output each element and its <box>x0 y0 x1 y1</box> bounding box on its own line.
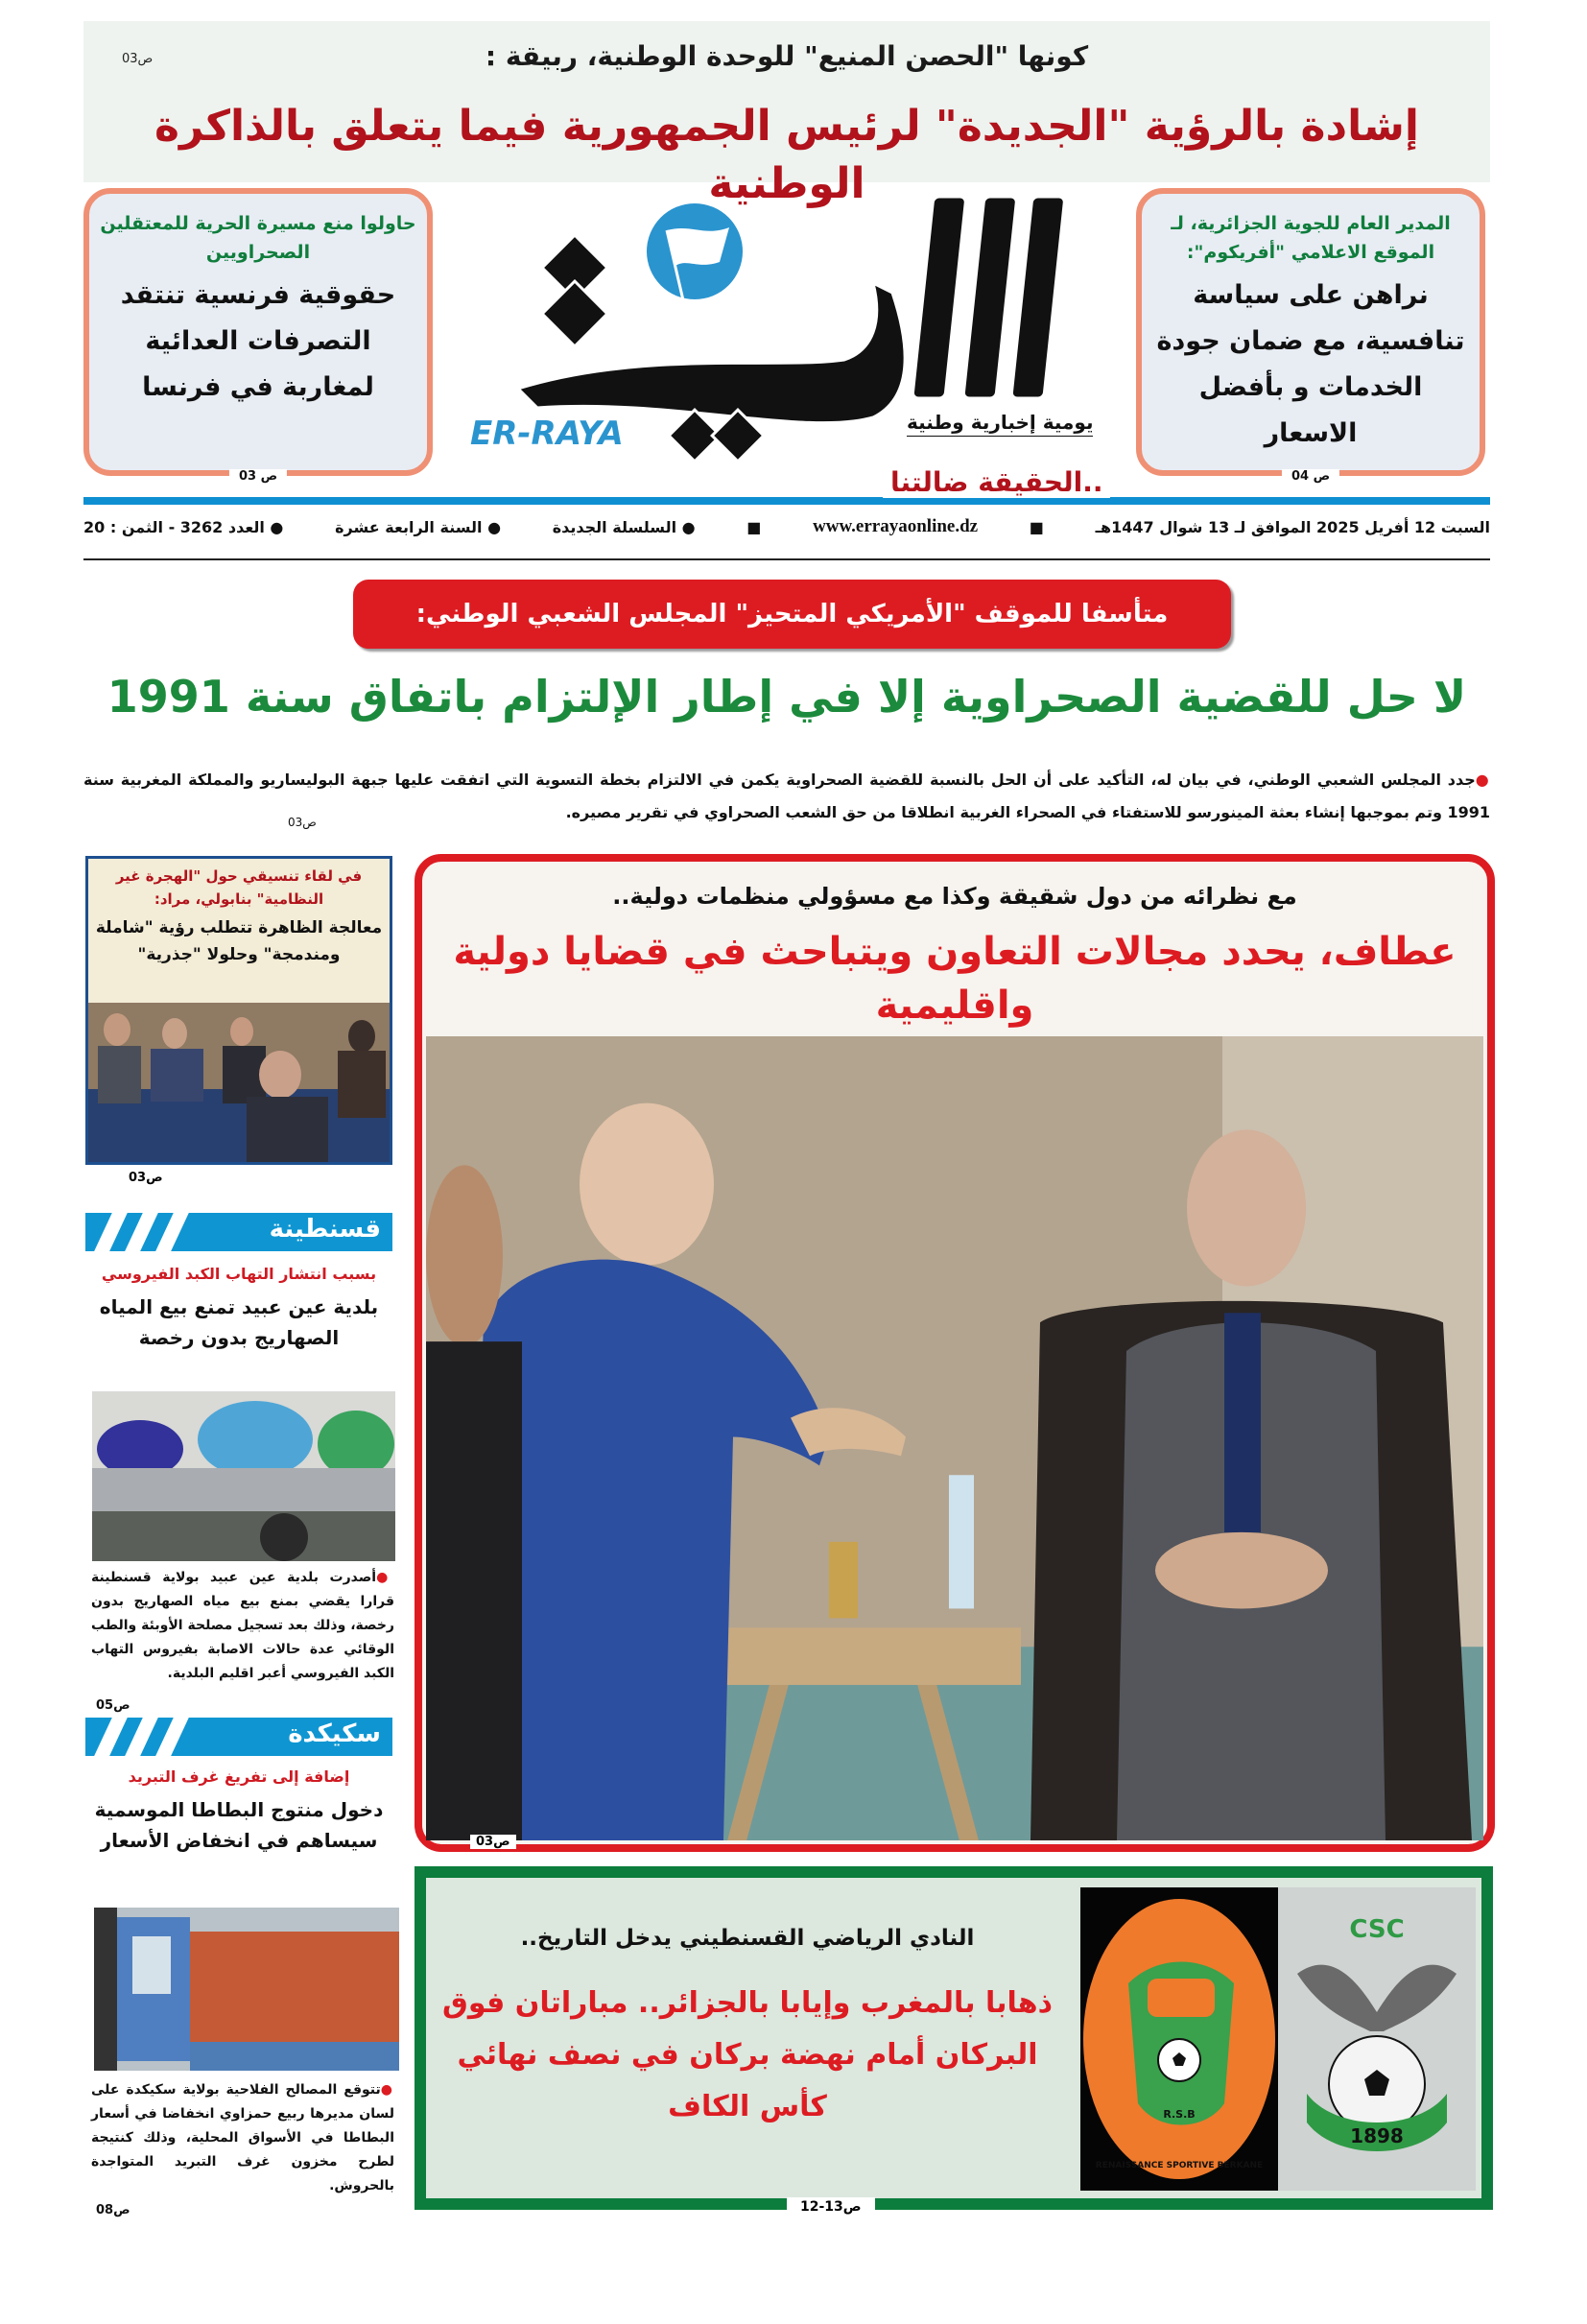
constantine-kicker: بسبب انتشار التهاب الكبد الفيروسي <box>101 1265 377 1283</box>
issue-date: السبت 12 أفريل 2025 الموافق لـ 13 شوال 1447هـ <box>1095 517 1490 536</box>
teaser-kicker: المدير العام للجوية الجزائرية، لـ الموقع الاعلامي "أفريكوم": <box>1171 213 1451 263</box>
masthead-subtitle: يومية إخبارية وطنية <box>907 411 1093 437</box>
csc-logo-text: CSC <box>1349 1915 1405 1944</box>
csc-club-logo <box>1278 1887 1476 2191</box>
lead-kicker: متأسفا للموقف "الأمريكي المتحيز" المجلس الشعبي الوطني: <box>415 600 1169 628</box>
main-story-photo <box>426 1036 1483 1840</box>
issue-price-text: العدد 3262 - الثمن : 20 <box>83 517 265 536</box>
page-reference: ص03 <box>288 816 317 829</box>
migration-kicker: في لقاء تنسيقي حول "الهجرة غير النظامية" بنابولي، مراد: <box>115 867 363 908</box>
teaser-headline[interactable]: حقوقية فرنسية تنتقد التصرفات العدائية لمغاربة في فرنسا <box>120 280 396 402</box>
lead-kicker-pill <box>353 580 1231 649</box>
page-reference: ص03 <box>470 1835 516 1849</box>
lead-body-text: جدد المجلس الشعبي الوطني، في بيان له، التأكيد على أن الحل بالنسبة للقضية الصحراوية يكمن في الالتزام بخطة التسوية التي اتفقت عليها جبهة البوليساريو والمملكة المغربية سنة 1991 وتم بموجبها إنشاء بعثة المينورسو للاستفتاء في الصحراء الغربية انطلاقا من حق الشعب الصحراوي في تقرير مصيره. <box>83 771 1490 821</box>
skikda-headline[interactable]: دخول منتوج البطاطا الموسمية سيساهم في انخفاض الأسعار <box>94 1798 384 1852</box>
stripe-decoration <box>122 1213 160 1251</box>
teaser-box-air-algerie[interactable] <box>1136 188 1485 484</box>
water-tanker-truck-photo <box>92 1391 395 1561</box>
page-reference: ص 04 <box>1282 469 1339 484</box>
teaser-box-french-activist[interactable] <box>83 188 433 484</box>
sport-headline[interactable]: ذهابا بالمغرب وإيابا بالجزائر.. مباراتان فوق البركان أمام نهضة بركان في نصف نهائي كأس الكاف <box>442 1986 1053 2123</box>
rsb-logo-initials: R.S.B <box>1163 2108 1196 2121</box>
main-story-headline[interactable]: عطاف، يحدد مجالات التعاون ويتباحث في قضايا دولية واقليمية <box>453 930 1457 1028</box>
page-reference: ص08 <box>96 2203 130 2217</box>
teaser-headline[interactable]: نراهن على سياسة تنافسية، مع ضمان جودة الخدمات و بأفضل الاسعار <box>1156 280 1465 448</box>
top-banner <box>83 21 1490 208</box>
skikda-kicker: إضافة إلى تفريغ غرف التبريد <box>128 1767 350 1786</box>
rsb-club-logo <box>1080 1887 1278 2191</box>
page-reference: ص03 <box>122 52 154 66</box>
potato-truck-photo <box>94 1908 399 2071</box>
separator-square-icon: ■ <box>746 517 762 536</box>
rsb-logo-text: RENAISSANCE SPORTIVE BERKANE <box>1095 2161 1264 2170</box>
section-label: قسنطينة <box>269 1215 381 1244</box>
stripe-decoration <box>91 1213 130 1251</box>
flag-icon <box>667 227 729 266</box>
stripe-decoration <box>122 1718 160 1756</box>
main-story-frame[interactable] <box>415 854 1495 1852</box>
teaser-kicker: حاولوا منع مسيرة الحرية للمعتقلين الصحراويين <box>100 213 416 263</box>
section-header-constantine[interactable] <box>85 1213 392 1251</box>
separator-square-icon: ■ <box>1029 517 1044 536</box>
stripe-decoration <box>153 1718 191 1756</box>
stripe-decoration <box>91 1718 130 1756</box>
constantine-body-text: أصدرت بلدية عين عبيد بولاية قسنطينة قرارا يقضي بمنع بيع مياه الصهاريج بدون رخصة، وذلك بعد تسجيل مصلحة الأوبئة والطب الوقائي عدة حالات الاصابة بفيروس التهاب الكبد الفيروسي أعبر اقليم البلدية. <box>91 1570 394 1681</box>
series-label: ● السلسلة الجديدة <box>552 517 696 536</box>
constantine-body <box>91 1566 394 1686</box>
constantine-headline[interactable]: بلدية عين عبيد تمنع بيع المياه الصهاريج بدون رخصة <box>99 1295 379 1349</box>
year-text: السنة الرابعة عشرة <box>335 517 483 536</box>
club-logos <box>1080 1887 1476 2191</box>
page-reference: ص 03 <box>229 469 287 484</box>
section-label: سكيكدة <box>288 1719 381 1748</box>
website-link[interactable]: www.errayaonline.dz <box>813 516 979 536</box>
migration-photo <box>88 1003 390 1162</box>
main-story-kicker: مع نظرائه من دول شقيقة وكذا مع مسؤولي منظمات دولية.. <box>612 883 1297 910</box>
series-text: السلسلة الجديدة <box>552 517 677 536</box>
top-banner-headline[interactable]: إشادة بالرؤية "الجديدة" لرئيس الجمهورية فيما يتعلق بالذاكرة الوطنية <box>154 102 1419 208</box>
year-label: ● السنة الرابعة عشرة <box>335 517 502 536</box>
masthead-slogan: ..الحقيقة ضالتنا <box>883 466 1110 498</box>
lead-headline[interactable]: لا حل للقضية الصحراوية إلا في إطار الإلتزام باتفاق سنة 1991 <box>107 671 1467 723</box>
dateline <box>83 516 1490 537</box>
sport-story-box[interactable] <box>415 1866 1493 2210</box>
stripe-decoration <box>153 1213 191 1251</box>
top-banner-kicker: كونها "الحصن المنيع" للوحدة الوطنية، ربيقة : <box>485 40 1089 72</box>
skikda-body-text: تتوقع المصالح الفلاحية بولاية سكيكدة على لسان مديرها ربيع حمزاوي انخفاضا في أسعار البطاطا في الأسواق المحلية، وذلك كنتيجة لطرح مخزون غرف التبريد المتواجدة بالحروش. <box>91 2082 394 2194</box>
bullet-icon: ● <box>376 1570 394 1585</box>
section-header-skikda[interactable] <box>85 1718 392 1756</box>
page-reference: ص13-12 <box>787 2197 875 2217</box>
bullet-icon: ● <box>380 2082 394 2098</box>
sport-kicker: النادي الرياضي القسنطيني يدخل التاريخ.. <box>520 1926 975 1951</box>
issue-price-label: ● العدد 3262 - الثمن : 20 <box>83 517 284 536</box>
page-reference: ص03 <box>125 1171 167 1185</box>
bullet-icon: ● <box>1475 771 1490 789</box>
divider <box>83 558 1490 560</box>
masthead-latin-name: ER-RAYA <box>470 415 624 453</box>
page-reference: ص05 <box>96 1698 130 1713</box>
migration-story-box[interactable] <box>85 856 392 1165</box>
csc-logo-year: 1898 <box>1350 2124 1404 2147</box>
skikda-body <box>91 2078 394 2198</box>
migration-headline[interactable]: معالجة الظاهرة تتطلب رؤية "شاملة ومندمجة" وحلولا "جذرية" <box>95 918 383 964</box>
masthead-rule <box>83 497 1490 505</box>
